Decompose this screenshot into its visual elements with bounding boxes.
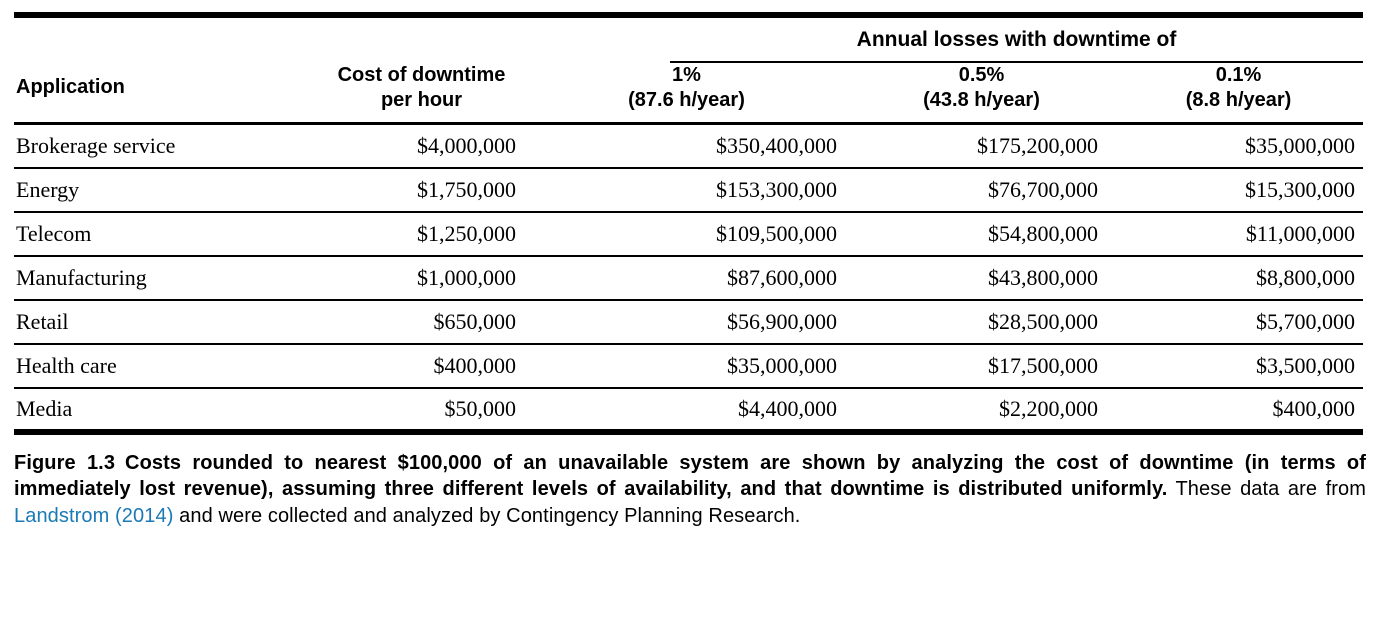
caption-text-after-link: and were collected and analyzed by Contingency Planning Research. bbox=[173, 504, 801, 527]
loss-1pct: $153,300,000 bbox=[524, 168, 849, 212]
figure-caption bbox=[14, 450, 1366, 530]
col-header-application: Application bbox=[14, 63, 319, 124]
loss-05pct: $17,500,000 bbox=[849, 344, 1114, 388]
cost-per-hour: $4,000,000 bbox=[319, 124, 524, 168]
table-row bbox=[14, 300, 1363, 344]
loss-1pct: $4,400,000 bbox=[738, 395, 837, 421]
annual-losses-label: Annual losses with downtime of bbox=[670, 18, 1363, 63]
loss-1pct: $35,000,000 bbox=[524, 344, 849, 388]
cost-per-hour: $1,250,000 bbox=[319, 212, 524, 256]
cost-per-hour: $1,000,000 bbox=[319, 256, 524, 300]
landstrom-citation-link[interactable]: Landstrom (2014) bbox=[14, 504, 174, 527]
annual-losses-span-header bbox=[524, 15, 1363, 63]
loss-01pct: $8,800,000 bbox=[1114, 256, 1363, 300]
application-name: Media bbox=[16, 395, 73, 421]
table-row bbox=[14, 344, 1363, 388]
downtime-cost-table bbox=[14, 12, 1363, 435]
col-header-downtime-05pct bbox=[849, 63, 1114, 124]
col-header-05pct-line1: 0.5% bbox=[958, 64, 1005, 86]
col-header-downtime-01pct bbox=[1114, 63, 1363, 124]
caption-text-before-link: These data are from bbox=[1167, 478, 1366, 500]
loss-05pct: $43,800,000 bbox=[849, 256, 1114, 300]
loss-01pct: $11,000,000 bbox=[1114, 212, 1363, 256]
col-header-1pct-line1: 1% bbox=[672, 64, 701, 86]
caption-bold-text: Costs rounded to nearest $100,000 of an unavailable system are shown by analyzing the cost of downtime (in terms of immediately lost revenue), assuming three different levels of availability, and that downtime is distributed uniformly. bbox=[14, 451, 1366, 500]
column-header-row bbox=[14, 63, 1363, 124]
col-header-cost-line2: per hour bbox=[380, 89, 463, 111]
col-header-01pct-line1: 0.1% bbox=[1215, 64, 1262, 86]
col-header-01pct-line2: (8.8 h/year) bbox=[1185, 89, 1292, 111]
table-row bbox=[14, 168, 1363, 212]
table-row bbox=[14, 124, 1363, 168]
table-row bbox=[14, 256, 1363, 300]
loss-1pct: $109,500,000 bbox=[524, 212, 849, 256]
loss-05pct: $54,800,000 bbox=[849, 212, 1114, 256]
col-header-05pct-line2: (43.8 h/year) bbox=[923, 89, 1040, 111]
figure-label: Figure 1.3 bbox=[14, 451, 116, 474]
loss-1pct: $350,400,000 bbox=[524, 124, 849, 168]
application-name: Telecom bbox=[14, 212, 319, 256]
application-name: Manufacturing bbox=[14, 256, 319, 300]
cost-per-hour: $650,000 bbox=[319, 300, 524, 344]
cost-per-hour: $1,750,000 bbox=[319, 168, 524, 212]
loss-01pct: $400,000 bbox=[1272, 395, 1356, 421]
loss-01pct: $5,700,000 bbox=[1114, 300, 1363, 344]
loss-05pct: $28,500,000 bbox=[849, 300, 1114, 344]
loss-01pct: $3,500,000 bbox=[1114, 344, 1363, 388]
loss-05pct: $2,200,000 bbox=[999, 395, 1098, 421]
application-name: Health care bbox=[14, 344, 319, 388]
loss-01pct: $15,300,000 bbox=[1114, 168, 1363, 212]
application-name: Energy bbox=[14, 168, 319, 212]
col-header-cost-line1: Cost of downtime bbox=[337, 64, 506, 86]
table-row bbox=[14, 212, 1363, 256]
col-header-cost-per-hour bbox=[319, 63, 524, 124]
col-header-downtime-1pct bbox=[524, 63, 849, 124]
cost-per-hour: $50,000 bbox=[444, 395, 516, 421]
loss-01pct: $35,000,000 bbox=[1114, 124, 1363, 168]
table-row bbox=[14, 388, 1363, 432]
loss-05pct: $76,700,000 bbox=[849, 168, 1114, 212]
span-header-row bbox=[14, 15, 1363, 63]
application-name: Brokerage service bbox=[14, 124, 319, 168]
application-name: Retail bbox=[14, 300, 319, 344]
loss-1pct: $56,900,000 bbox=[524, 300, 849, 344]
cost-per-hour: $400,000 bbox=[319, 344, 524, 388]
col-header-1pct-line2: (87.6 h/year) bbox=[628, 89, 745, 111]
loss-05pct: $175,200,000 bbox=[849, 124, 1114, 168]
span-header-spacer bbox=[14, 15, 524, 63]
loss-1pct: $87,600,000 bbox=[524, 256, 849, 300]
